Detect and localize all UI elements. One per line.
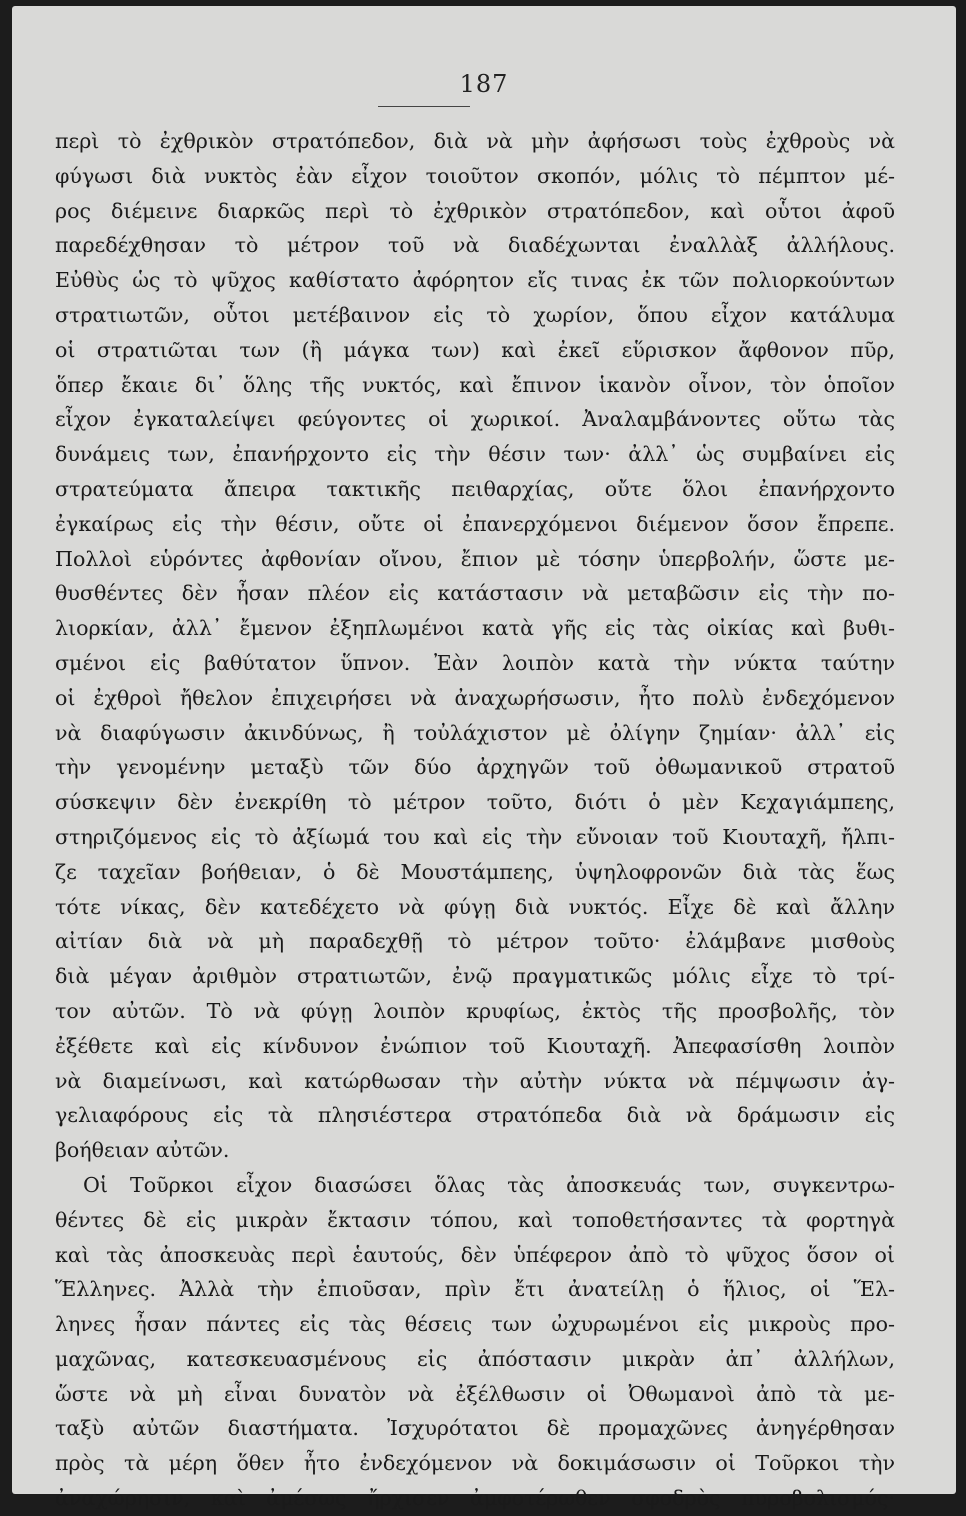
text-line: στρατιωτῶν, οὗτοι μετέβαινον εἰς τὸ χωρίον, ὅπου εἶχον κατάλυμα: [55, 302, 895, 327]
paragraph-start-line: Οἱ Τοῦρκοι εἶχον διασώσει ὅλας τὰς ἀποσκευάς των, συγκεντρω-: [83, 1172, 895, 1197]
text-line: καὶ τὰς ἀποσκευὰς περὶ ἑαυτούς, δὲν ὑπέφερον ἀπὸ τὸ ψῦχος ὅσον οἱ: [55, 1242, 895, 1267]
text-line: νὰ διαμείνωσι, καὶ κατώρθωσαν τὴν αὐτὴν νύκτα νὰ πέμψωσιν ἀγ-: [55, 1068, 895, 1093]
text-line: τον αὐτῶν. Τὸ νὰ φύγῃ λοιπὸν κρυφίως, ἐκτὸς τῆς προσβολῆς, τὸν: [55, 998, 895, 1023]
text-line: παρεδέχθησαν τὸ μέτρον τοῦ νὰ διαδέχωνται ἐναλλὰξ ἀλλήλους.: [55, 233, 895, 258]
text-line: ζε ταχεῖαν βοήθειαν, ὁ δὲ Μουστάμπεης, ὑψηλοφρονῶν διὰ τὰς ἕως: [55, 859, 895, 884]
text-line: οἱ στρατιῶται των (ἢ μάγκα των) καὶ ἐκεῖ εὕρισκον ἄφθονον πῦρ,: [55, 337, 895, 362]
text-line: ταξὺ αὐτῶν διαστήματα. Ἰσχυρότατοι δὲ προμαχῶνες ἀνηγέρθησαν: [55, 1416, 895, 1441]
text-line: ληνες ἦσαν πάντες εἰς τὰς θέσεις των ὠχυρωμένοι εἰς μικροὺς προ-: [55, 1312, 895, 1337]
text-line: πρὸς τὰ μέρη ὅθεν ἦτο ἐνδεχόμενον νὰ δοκιμάσωσιν οἱ Τοῦρκοι τὴν: [55, 1451, 895, 1476]
text-line: μαχῶνας, κατεσκευασμένους εἰς ἀπόστασιν μικρὰν ἀπ᾿ ἀλλήλων,: [55, 1346, 895, 1371]
text-line: σμένοι εἰς βαθύτατον ὕπνον. Ἐὰν λοιπὸν κατὰ τὴν νύκτα ταύτην: [55, 650, 895, 675]
text-line: δυνάμεις των, ἐπανήρχοντο εἰς τὴν θέσιν των· ἀλλ᾿ ὡς συμβαίνει εἰς: [55, 442, 895, 467]
text-line: ἀναχώρησιν, καὶ ἀμέσως ἤρχισεν ἀμφοτέρωθεν σφοδρὸς πυροβολισμός·: [55, 1486, 895, 1511]
page-number: 187: [459, 70, 509, 98]
text-line: στρατεύματα ἄπειρα τακτικῆς πειθαρχίας, οὔτε ὅλοι ἐπανήρχοντο: [55, 476, 895, 501]
text-line: βοήθειαν αὐτῶν.: [55, 1138, 230, 1163]
text-line: ἐγκαίρως εἰς τὴν θέσιν, οὔτε οἱ ἐπανερχόμενοι διέμενον ὅσον ἔπρεπε.: [55, 511, 895, 536]
body-text: [55, 124, 895, 1516]
text-line: σύσκεψιν δὲν ἐνεκρίθη τὸ μέτρον τοῦτο, διότι ὁ μὲν Κεχαγιάμπεης,: [55, 790, 895, 815]
text-line: διὰ μέγαν ἀριθμὸν στρατιωτῶν, ἐνῷ πραγματικῶς μόλις εἶχε τὸ τρί-: [55, 964, 895, 989]
text-line: εἶχον ἐγκαταλείψει φεύγοντες οἱ χωρικοί. Ἀναλαμβάνοντες οὕτω τὰς: [55, 407, 895, 432]
text-line: τότε νίκας, δὲν κατεδέχετο νὰ φύγῃ διὰ νυκτός. Εἶχε δὲ καὶ ἄλλην: [55, 894, 895, 919]
text-line: ὥστε νὰ μὴ εἶναι δυνατὸν νὰ ἐξέλθωσιν οἱ Ὀθωμανοὶ ἀπὸ τὰ με-: [55, 1381, 895, 1406]
text-line: θέντες δὲ εἰς μικρὰν ἔκτασιν τόπου, καὶ τοποθετήσαντες τὰ φορτηγὰ: [55, 1207, 895, 1232]
text-line: τὴν γενομένην μεταξὺ τῶν δύο ἀρχηγῶν τοῦ ὀθωμανικοῦ στρατοῦ: [55, 755, 895, 780]
text-line: οἱ ἐχθροὶ ἤθελον ἐπιχειρήσει νὰ ἀναχωρήσωσιν, ἦτο πολὺ ἐνδεχόμενον: [55, 685, 895, 710]
text-line: ἐξέθετε καὶ εἰς κίνδυνον ἐνώπιον τοῦ Κιουταχῆ. Ἀπεφασίσθη λοιπὸν: [55, 1033, 895, 1058]
text-line: αἰτίαν διὰ νὰ μὴ παραδεχθῇ τὸ μέτρον τοῦτο· ἐλάμβανε μισθοὺς: [55, 929, 895, 954]
text-line: ὅπερ ἔκαιε δι᾿ ὅλης τῆς νυκτός, καὶ ἔπινον ἱκανὸν οἶνον, τὸν ὁποῖον: [55, 372, 895, 397]
text-line: λιορκίαν, ἀλλ᾿ ἔμενον ἐξηπλωμένοι κατὰ γῆς εἰς τὰς οἰκίας καὶ βυθι-: [55, 616, 895, 641]
text-line: νὰ διαφύγωσιν ἀκινδύνως, ἢ τοὐλάχιστον μὲ ὀλίγην ζημίαν· ἀλλ᾿ εἰς: [55, 720, 895, 745]
text-line: Εὐθὺς ὡς τὸ ψῦχος καθίστατο ἀφόρητον εἴς τινας ἐκ τῶν πολιορκούντων: [55, 268, 895, 293]
text-line: γελιαφόρους εἰς τὰ πλησιέστερα στρατόπεδα διὰ νὰ δράμωσιν εἰς: [55, 1103, 895, 1128]
text-line: περὶ τὸ ἐχθρικὸν στρατόπεδον, διὰ νὰ μὴν ἀφήσωσι τοὺς ἐχθροὺς νὰ: [55, 129, 895, 153]
text-line: θυσθέντες δὲν ἦσαν πλέον εἰς κατάστασιν νὰ μεταβῶσιν εἰς τὴν πο-: [55, 581, 895, 606]
book-page: [12, 6, 956, 1511]
page-number-rule: [378, 106, 470, 107]
text-line: ρος διέμεινε διαρκῶς περὶ τὸ ἐχθρικὸν στρατόπεδον, καὶ οὗτοι ἀφοῦ: [55, 198, 895, 223]
text-line: Ἕλληνες. Ἀλλὰ τὴν ἐπιοῦσαν, πρὶν ἔτι ἀνατείλῃ ὁ ἥλιος, οἱ Ἕλ-: [55, 1277, 895, 1302]
text-line: Πολλοὶ εὑρόντες ἀφθονίαν οἴνου, ἔπιον μὲ τόσην ὑπερβολήν, ὥστε με-: [55, 546, 895, 571]
text-line: φύγωσι διὰ νυκτὸς ἐὰν εἶχον τοιοῦτον σκοπόν, μόλις τὸ πέμπτον μέ-: [55, 163, 895, 188]
text-line: στηριζόμενος εἰς τὸ ἀξίωμά του καὶ εἰς τὴν εὔνοιαν τοῦ Κιουταχῆ, ἤλπι-: [55, 824, 895, 849]
